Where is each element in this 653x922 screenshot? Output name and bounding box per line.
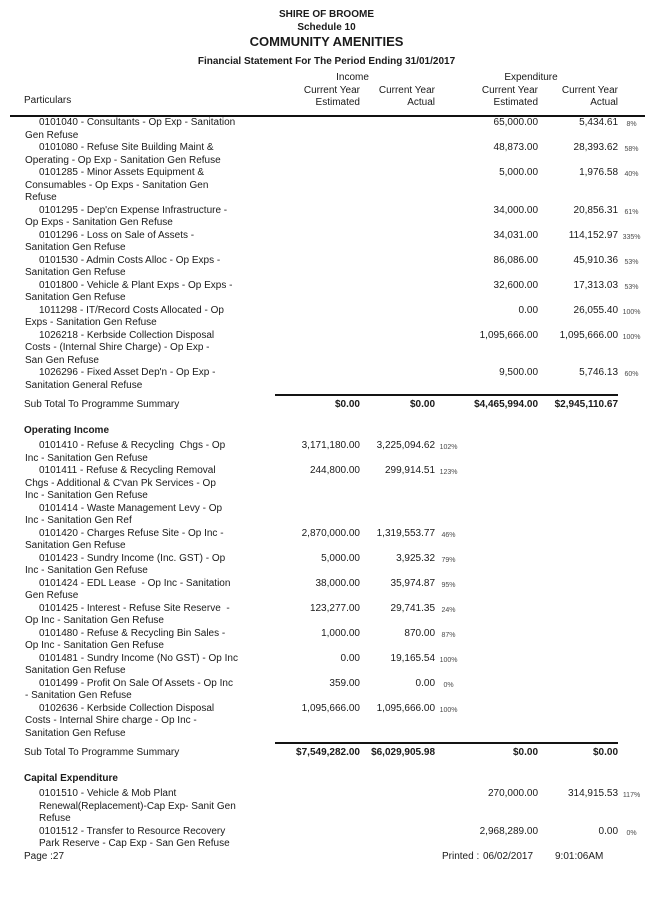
expenditure-estimated-cell — [462, 503, 538, 528]
subtotal-expenditure-actual: $2,945,110.67 — [554, 399, 619, 410]
income-actual-cell — [360, 826, 435, 851]
expenditure-actual-cell — [538, 628, 618, 653]
table-body — [10, 116, 645, 851]
particulars-line: 1011298 - IT/Record Costs Allocated - Op — [39, 304, 224, 316]
income-percent-cell — [435, 503, 462, 528]
expenditure-percent-cell — [618, 578, 645, 603]
particulars-cell — [10, 305, 260, 330]
expenditure-percent-cell: 100% — [622, 333, 641, 341]
income-group-header: Income — [336, 72, 369, 83]
particulars-line: Park Reserve - Cap Exp - San Gen Refuse — [39, 838, 230, 849]
current-year-label: Current Year — [303, 85, 360, 96]
income-percent-cell: 100% — [439, 706, 458, 714]
expenditure-percent-cell — [618, 603, 645, 628]
expenditure-percent-cell: 53% — [624, 283, 639, 291]
income-percent-cell: 95% — [441, 581, 456, 589]
expenditure-percent-cell — [618, 703, 645, 741]
particulars-cell — [10, 653, 260, 678]
particulars-line: Sanitation Gen Refuse — [25, 292, 126, 303]
particulars-cell — [10, 528, 260, 553]
particulars-cell — [10, 167, 260, 205]
expenditure-estimated-cell: 32,600.00 — [493, 279, 539, 291]
spacer-cell — [618, 71, 645, 85]
income-actual-cell: 29,741.35 — [390, 602, 436, 614]
expenditure-group-header: Expenditure — [504, 72, 558, 83]
expenditure-actual-cell — [538, 703, 618, 741]
particulars-line: Sanitation Gen Refuse — [25, 540, 126, 551]
expenditure-actual-cell: 1,976.58 — [579, 167, 619, 178]
income-actual-cell: 1,319,553.77 — [376, 527, 436, 539]
particulars-cell — [10, 553, 260, 578]
particulars-cell — [10, 578, 260, 603]
income-estimated-cell — [260, 142, 360, 167]
table-row — [10, 167, 645, 205]
income-percent-cell — [435, 367, 462, 392]
particulars-line: Exps - Sanitation Gen Refuse — [25, 317, 157, 328]
expenditure-actual-cell — [538, 603, 618, 628]
report-title-block — [0, 0, 653, 68]
table-row — [10, 653, 645, 678]
subtotal-expenditure-percent — [618, 745, 645, 767]
expenditure-estimated-cell: 34,000.00 — [493, 204, 539, 216]
income-estimated-cell: 3,171,180.00 — [301, 440, 360, 451]
income-percent-cell — [435, 230, 462, 255]
subtotal-income-percent — [435, 397, 462, 419]
particulars-line: 1026218 - Kerbside Collection Disposal — [39, 329, 215, 341]
subtotal-row — [10, 745, 645, 767]
expenditure-estimated-cell — [462, 440, 538, 465]
particulars-line: 0101510 - Vehicle & Mob Plant — [39, 788, 177, 799]
particulars-cell — [10, 440, 260, 465]
particulars-line: 0101040 - Consultants - Op Exp - Sanitation — [39, 117, 236, 128]
expenditure-actual-header — [538, 85, 618, 116]
income-actual-cell — [360, 788, 435, 826]
table-row — [10, 255, 645, 280]
expenditure-percent-cell — [618, 528, 645, 553]
particulars-line: 0101423 - Sundry Income (Inc. GST) - Op — [39, 552, 226, 564]
table-row — [10, 678, 645, 703]
income-actual-cell: 19,165.54 — [390, 652, 436, 664]
printed-time: 9:01:06AM — [555, 851, 604, 862]
particulars-line: 0101410 - Refuse & Recycling Chgs - Op — [39, 440, 226, 451]
expenditure-actual-cell: 20,856.31 — [573, 204, 619, 216]
particulars-line: San Gen Refuse — [25, 354, 99, 366]
column-group-row — [10, 71, 645, 85]
income-percent-cell — [435, 205, 462, 230]
income-estimated-header — [260, 85, 360, 116]
table-row — [10, 503, 645, 528]
particulars-line: 0101480 - Refuse & Recycling Bin Sales - — [39, 627, 226, 639]
expenditure-subtotal-rule — [435, 742, 618, 744]
income-estimated-cell: 1,095,666.00 — [301, 702, 360, 714]
expenditure-percent-cell: 60% — [624, 371, 639, 378]
particulars-line: Inc - Sanitation Gen Refuse — [25, 490, 148, 501]
expenditure-estimated-cell — [462, 703, 538, 741]
actual-label: Actual — [590, 97, 619, 108]
expenditure-actual-cell — [538, 528, 618, 553]
income-estimated-cell — [260, 330, 360, 368]
income-estimated-cell — [260, 788, 360, 826]
subtotal-income-estimated: $7,549,282.00 — [296, 747, 360, 758]
table-header — [10, 71, 645, 116]
expenditure-actual-cell — [538, 465, 618, 503]
expenditure-actual-cell — [538, 678, 618, 703]
income-actual-cell — [360, 142, 435, 167]
income-estimated-cell: 244,800.00 — [309, 465, 360, 476]
particulars-line: 0101414 - Waste Management Levy - Op — [39, 502, 223, 514]
page-number: Page :27 — [24, 851, 65, 862]
income-percent-cell: 102% — [439, 444, 458, 451]
expenditure-actual-cell: 114,152.97 — [568, 229, 619, 241]
financial-table — [10, 71, 645, 851]
table-row — [10, 230, 645, 255]
expenditure-estimated-cell — [462, 678, 538, 703]
income-estimated-cell — [260, 167, 360, 205]
organisation-name: SHIRE OF BROOME — [278, 9, 374, 20]
expenditure-actual-cell: 314,915.53 — [567, 788, 619, 799]
spacer-cell — [10, 71, 260, 85]
income-actual-cell — [360, 116, 435, 142]
schedule-label: Schedule 10 — [297, 22, 356, 33]
expenditure-actual-cell: 5,746.13 — [579, 367, 619, 378]
particulars-line: Gen Refuse — [25, 590, 79, 601]
particulars-line: 0101481 - Sundry Income (No GST) - Op Inc — [39, 652, 238, 664]
expenditure-estimated-header — [462, 85, 538, 116]
income-actual-cell — [360, 367, 435, 392]
income-estimated-cell — [260, 367, 360, 392]
subtotal-label: Sub Total To Programme Summary — [24, 747, 180, 758]
particulars-line: Op Exps - Sanitation Gen Refuse — [25, 217, 173, 228]
income-percent-cell — [435, 788, 462, 826]
particulars-cell — [10, 116, 260, 142]
particulars-cell — [10, 367, 260, 392]
table-row — [10, 330, 645, 368]
expenditure-estimated-cell — [462, 528, 538, 553]
income-estimated-cell: 2,870,000.00 — [301, 527, 360, 539]
income-percent-cell: 123% — [439, 469, 458, 476]
income-actual-cell: 1,095,666.00 — [376, 702, 436, 714]
income-percent-cell — [435, 255, 462, 280]
income-actual-cell: 0.00 — [415, 677, 436, 689]
expenditure-percent-cell — [618, 440, 645, 465]
income-actual-header — [360, 85, 435, 116]
spacer-cell — [435, 71, 462, 85]
subtotal-expenditure-actual: $0.00 — [592, 747, 619, 758]
income-actual-cell — [360, 205, 435, 230]
subtotal-expenditure-percent — [618, 397, 645, 419]
particulars-line: Inc - Sanitation Gen Refuse — [25, 452, 148, 464]
particulars-line: Op Inc - Sanitation Gen Refuse — [25, 640, 164, 651]
particulars-cell — [10, 330, 260, 368]
table-row — [10, 305, 645, 330]
section-title: Capital Expenditure — [24, 772, 118, 784]
actual-label: Actual — [407, 97, 436, 108]
subtotal-row — [10, 397, 645, 419]
income-actual-cell — [360, 330, 435, 368]
expenditure-estimated-cell: 1,095,666.00 — [479, 329, 539, 341]
income-estimated-cell — [260, 255, 360, 280]
expenditure-estimated-cell — [462, 653, 538, 678]
income-estimated-cell — [260, 826, 360, 851]
income-percent-cell: 79% — [441, 556, 456, 564]
income-actual-cell: 3,925.32 — [396, 552, 436, 564]
table-row — [10, 280, 645, 305]
table-row — [10, 367, 645, 392]
particulars-line: 0101530 - Admin Costs Alloc - Op Exps - — [39, 254, 221, 266]
expenditure-percent-cell: 8% — [626, 121, 637, 128]
expenditure-percent-cell: 335% — [622, 233, 641, 241]
expenditure-actual-cell — [538, 653, 618, 678]
income-percent-cell — [435, 330, 462, 368]
particulars-cell — [10, 603, 260, 628]
income-percent-cell — [435, 826, 462, 851]
expenditure-actual-cell — [538, 553, 618, 578]
particulars-cell — [10, 142, 260, 167]
particulars-line: 0101411 - Refuse & Recycling Removal — [39, 465, 216, 476]
particulars-line: 0101425 - Interest - Refuse Site Reserve - — [39, 602, 230, 614]
expenditure-percent-cell — [618, 553, 645, 578]
particulars-line: Sanitation Gen Refuse — [25, 242, 126, 253]
particulars-cell — [10, 826, 260, 851]
income-percent-cell: 87% — [441, 631, 456, 639]
particulars-cell — [10, 628, 260, 653]
estimated-label: Estimated — [493, 97, 539, 108]
table-row — [10, 578, 645, 603]
expenditure-estimated-cell — [462, 553, 538, 578]
particulars-line: Op Inc - Sanitation Gen Refuse — [25, 615, 164, 626]
income-actual-cell — [360, 280, 435, 305]
income-actual-cell: 3,225,094.62 — [376, 440, 436, 451]
expenditure-actual-cell: 1,095,666.00 — [559, 329, 619, 341]
income-estimated-cell: 5,000.00 — [321, 552, 360, 564]
expenditure-estimated-cell — [462, 578, 538, 603]
expenditure-actual-cell: 0.00 — [598, 825, 619, 837]
programme-title: COMMUNITY AMENITIES — [249, 34, 404, 49]
expenditure-estimated-cell: 0.00 — [518, 304, 539, 316]
income-actual-cell — [360, 305, 435, 330]
expenditure-estimated-cell: 34,031.00 — [493, 229, 539, 241]
income-percent-cell — [435, 142, 462, 167]
expenditure-estimated-cell: 86,086.00 — [493, 254, 539, 266]
subtotal-income-actual: $0.00 — [409, 399, 436, 410]
subtotal-label: Sub Total To Programme Summary — [24, 399, 180, 410]
table-row — [10, 553, 645, 578]
expenditure-actual-cell — [538, 440, 618, 465]
expenditure-actual-cell: 45,910.36 — [573, 254, 619, 266]
expenditure-percent-cell: 61% — [624, 208, 639, 216]
table-row — [10, 440, 645, 465]
expenditure-percent-cell — [618, 628, 645, 653]
particulars-line: Sanitation Gen Refuse — [25, 727, 126, 739]
income-actual-cell — [360, 167, 435, 205]
income-estimated-cell: 0.00 — [340, 652, 360, 664]
income-percent-cell: 24% — [441, 606, 456, 614]
particulars-line: 1026296 - Fixed Asset Dep'n - Op Exp - — [39, 367, 216, 378]
expenditure-percent-cell: 117% — [622, 792, 641, 799]
expenditure-estimated-cell: 5,000.00 — [499, 167, 539, 178]
expenditure-estimated-cell — [462, 465, 538, 503]
particulars-line: Costs - Internal Shire charge - Op Inc - — [25, 715, 197, 726]
expenditure-percent-cell: 40% — [624, 171, 639, 178]
current-year-label: Current Year — [481, 85, 539, 96]
income-actual-cell — [360, 230, 435, 255]
particulars-cell — [10, 703, 260, 741]
particulars-line: Operating - Op Exp - Sanitation Gen Refuse — [25, 154, 221, 166]
income-actual-cell — [360, 503, 435, 528]
particulars-line: Renewal(Replacement)-Cap Exp- Sanit Gen — [39, 800, 236, 812]
table-row — [10, 788, 645, 826]
expenditure-actual-cell: 17,313.03 — [573, 279, 619, 291]
particulars-line: 0101512 - Transfer to Resource Recovery — [39, 825, 226, 837]
particulars-cell — [10, 255, 260, 280]
income-estimated-cell: 1,000.00 — [321, 627, 360, 639]
particulars-line: Sanitation General Refuse — [25, 379, 143, 391]
subtotal-expenditure-estimated: $0.00 — [512, 747, 539, 758]
section-header-row — [10, 419, 645, 441]
income-percent-cell: 100% — [439, 656, 458, 664]
particulars-line: 0102636 - Kerbside Collection Disposal — [39, 702, 215, 714]
expenditure-estimated-cell: 48,873.00 — [493, 142, 539, 153]
table-row — [10, 603, 645, 628]
income-percent-cell — [435, 280, 462, 305]
particulars-line: Inc - Sanitation Gen Refuse — [25, 565, 148, 576]
income-percent-cell: 46% — [441, 531, 456, 539]
statement-title: Financial Statement For The Period Ending 31/01/2017 — [197, 56, 456, 67]
income-percent-cell — [435, 116, 462, 142]
particulars-line: Inc - Sanitation Gen Ref — [25, 515, 132, 526]
particulars-line: Sanitation Gen Refuse — [25, 665, 126, 676]
particulars-line: 0101800 - Vehicle & Plant Exps - Op Exps - — [39, 279, 233, 291]
printed-date: 06/02/2017 — [483, 851, 534, 862]
particulars-line: 0101080 - Refuse Site Building Maint & — [39, 142, 214, 153]
income-estimated-cell: 359.00 — [329, 677, 360, 689]
particulars-line: 0101499 - Profit On Sale Of Assets - Op Inc — [39, 677, 233, 689]
particulars-cell — [10, 788, 260, 826]
expenditure-estimated-cell: 2,968,289.00 — [479, 825, 539, 837]
section-header-row — [10, 767, 645, 789]
particulars-cell — [10, 465, 260, 503]
section-title: Operating Income — [24, 424, 110, 436]
table-row — [10, 703, 645, 741]
income-estimated-cell — [260, 305, 360, 330]
particulars-cell — [10, 503, 260, 528]
particulars-line: Costs - (Internal Shire Charge) - Op Exp - — [25, 342, 210, 353]
expenditure-percent-cell: 58% — [624, 146, 639, 153]
income-estimated-cell — [260, 230, 360, 255]
particulars-cell — [10, 205, 260, 230]
income-estimated-cell — [260, 503, 360, 528]
income-estimated-cell — [260, 116, 360, 142]
particulars-line: 0101296 - Loss on Sale of Assets - — [39, 229, 195, 241]
expenditure-actual-cell — [538, 503, 618, 528]
income-percent-cell: 0% — [443, 681, 454, 689]
subtotal-income-actual: $6,029,905.98 — [371, 747, 436, 758]
subtotal-income-estimated: $0.00 — [334, 399, 360, 410]
expenditure-percent-cell — [618, 653, 645, 678]
income-actual-cell: 870.00 — [404, 627, 436, 639]
printed-label: Printed : — [442, 851, 480, 862]
expenditure-estimated-cell — [462, 628, 538, 653]
table-row — [10, 142, 645, 167]
expenditure-actual-cell: 28,393.62 — [573, 142, 619, 153]
expenditure-percent-cell — [618, 465, 645, 503]
spacer-cell — [618, 85, 645, 116]
particulars-cell — [10, 280, 260, 305]
expenditure-percent-cell: 0% — [626, 829, 637, 837]
spacer-cell — [435, 85, 462, 116]
expenditure-subtotal-rule — [435, 394, 618, 396]
expenditure-estimated-cell: 65,000.00 — [493, 117, 539, 128]
expenditure-actual-cell: 26,055.40 — [573, 304, 619, 316]
expenditure-actual-cell — [538, 578, 618, 603]
expenditure-estimated-cell: 270,000.00 — [487, 788, 539, 799]
expenditure-estimated-cell — [462, 603, 538, 628]
income-actual-cell: 35,974.87 — [390, 577, 436, 589]
subtotal-expenditure-estimated: $4,465,994.00 — [474, 399, 539, 410]
estimated-label: Estimated — [315, 97, 360, 108]
income-percent-cell — [435, 305, 462, 330]
income-estimated-cell — [260, 205, 360, 230]
particulars-line: 0101420 - Charges Refuse Site - Op Inc - — [39, 527, 224, 539]
particulars-line: 0101424 - EDL Lease - Op Inc - Sanitation — [39, 577, 231, 589]
particulars-line: Refuse — [25, 192, 57, 203]
particulars-line: Consumables - Op Exps - Sanitation Gen — [25, 179, 209, 191]
expenditure-percent-cell — [618, 678, 645, 703]
income-actual-cell: 299,914.51 — [384, 465, 436, 476]
current-year-label: Current Year — [561, 85, 619, 96]
particulars-line: 0101295 - Dep'cn Expense Infrastructure - — [39, 204, 228, 216]
income-actual-cell — [360, 255, 435, 280]
expenditure-percent-cell — [618, 503, 645, 528]
income-estimated-cell — [260, 280, 360, 305]
table-row — [10, 826, 645, 851]
particulars-line: Gen Refuse — [25, 129, 79, 141]
income-estimated-cell: 38,000.00 — [315, 577, 360, 589]
income-percent-cell — [435, 167, 462, 205]
expenditure-percent-cell: 53% — [624, 258, 639, 266]
table-row — [10, 528, 645, 553]
column-header-row — [10, 85, 645, 116]
particulars-line: - Sanitation Gen Refuse — [25, 690, 132, 701]
subtotal-income-percent — [435, 745, 462, 767]
table-row — [10, 465, 645, 503]
expenditure-percent-cell: 100% — [622, 308, 641, 316]
expenditure-actual-cell: 5,434.61 — [579, 117, 619, 128]
particulars-line: 0101285 - Minor Assets Equipment & — [39, 167, 205, 178]
income-subtotal-rule — [275, 394, 435, 396]
particulars-line: Refuse — [39, 813, 71, 824]
table-row — [10, 205, 645, 230]
income-subtotal-rule — [275, 742, 435, 744]
particulars-cell — [10, 230, 260, 255]
income-estimated-cell: 123,277.00 — [309, 602, 360, 614]
particulars-header: Particulars — [10, 85, 260, 116]
table-row — [10, 628, 645, 653]
particulars-line: Chgs - Additional & C'van Pk Services - Op — [25, 477, 216, 489]
current-year-label: Current Year — [378, 85, 436, 96]
particulars-line: Sanitation Gen Refuse — [25, 267, 126, 278]
particulars-cell — [10, 678, 260, 703]
expenditure-estimated-cell: 9,500.00 — [499, 367, 539, 378]
table-row — [10, 116, 645, 142]
